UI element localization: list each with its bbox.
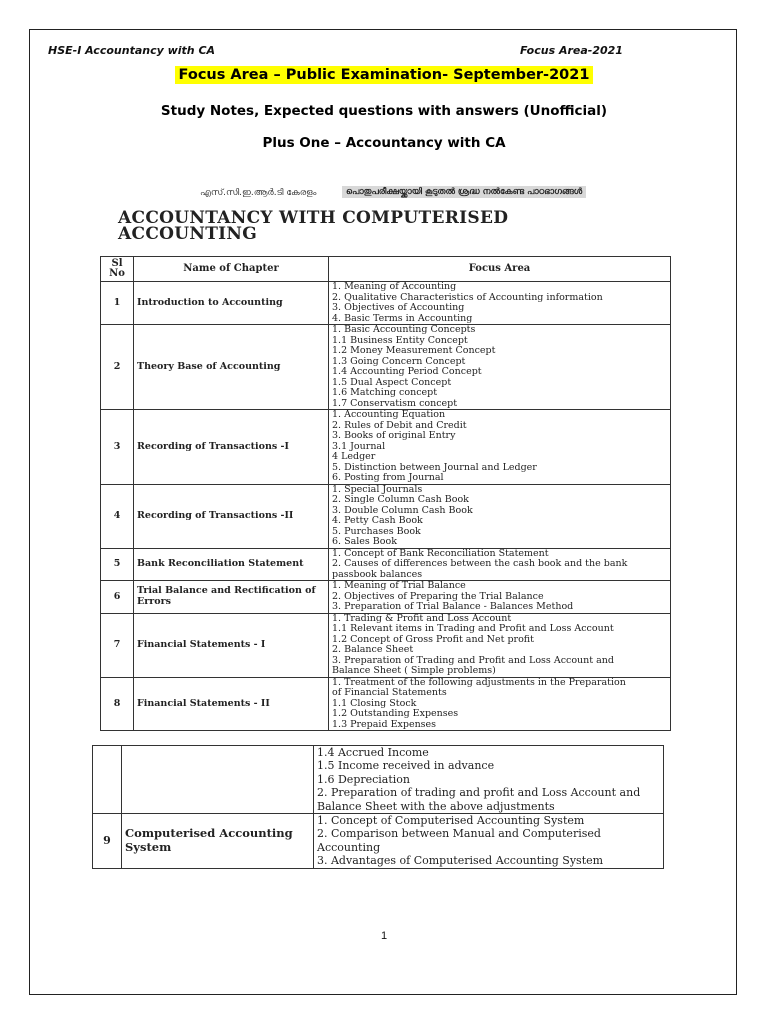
focus-item: 3. Objectives of Accounting (332, 302, 465, 313)
cell-focus-area (329, 581, 671, 614)
focus-item: 2. Preparation of trading and profit and Loss Account and (317, 786, 641, 800)
cell-chapter-name: Bank Reconciliation Statement (134, 548, 329, 581)
focus-item: 3. Advantages of Computerised Accounting System (317, 854, 604, 868)
col-header-sl: Sl No (101, 257, 134, 282)
table-row (93, 814, 664, 869)
cell-focus-area (329, 484, 671, 548)
focus-item: 5. Purchases Book (332, 525, 421, 537)
focus-item: 1.5 Dual Aspect Concept (332, 376, 452, 388)
focus-item: 1.3 Going Concern Concept (332, 355, 466, 367)
focus-item: 1.1 Relevant items in Trading and Profit and Loss Account (332, 623, 614, 634)
focus-item: 1. Trading & Profit and Loss Account (332, 612, 512, 624)
cell-focus-area (329, 548, 671, 581)
focus-item: 5. Distinction between Journal and Ledger (332, 461, 537, 473)
cell-chapter-name: Trial Balance and Rectification of Errors (134, 581, 329, 614)
cell-chapter-name: Recording of Transactions -I (134, 410, 329, 485)
cell-chapter-name: Financial Statements - I (134, 613, 329, 677)
header-left: HSE-I Accountancy with CA (48, 44, 216, 57)
focus-item: 6. Sales Book (332, 536, 397, 547)
scert-badge: പൊതുപരീക്ഷയ്ക്കായി കൂടുതൽ ശ്രദ്ധ നൽകേണ്ട പാഠഭാഗങ്ങൾ (342, 186, 586, 198)
cell-chapter-name: Introduction to Accounting (134, 282, 329, 325)
cell-sl-no: 9 (93, 814, 122, 869)
focus-item: 2. Qualitative Characteristics of Accounting information (332, 291, 603, 303)
focus-item: Accounting (317, 840, 381, 854)
cell-focus-area (314, 814, 664, 869)
focus-item: 1. Basic Accounting Concepts (332, 324, 476, 335)
focus-item: 3. Double Column Cash Book (332, 504, 473, 516)
focus-item: 2. Objectives of Preparing the Trial Balance (332, 590, 544, 602)
col-header-focus: Focus Area (329, 257, 671, 282)
subtitle-study-notes: Study Notes, Expected questions with answers (Unofficial) (160, 103, 608, 119)
focus-item: of Financial Statements (332, 687, 447, 698)
cell-chapter-name: Computerised Accounting System (122, 814, 314, 869)
focus-item: 1.2 Outstanding Expenses (332, 708, 459, 719)
table-row (101, 548, 671, 581)
focus-item: 1. Concept of Bank Reconciliation Statement (332, 547, 549, 559)
focus-item: 1. Concept of Computerised Accounting System (317, 814, 585, 828)
focus-item: 4. Petty Cash Book (332, 515, 423, 526)
focus-item: passbook balances (332, 568, 423, 580)
table-row (93, 746, 664, 814)
focus-item: 1.6 Depreciation (317, 772, 411, 786)
table-row (101, 581, 671, 614)
subtitle-course: Plus One – Accountancy with CA (262, 135, 506, 151)
focus-item: 1. Meaning of Trial Balance (332, 580, 466, 591)
cell-focus-area (329, 325, 671, 410)
focus-item: 1.7 Conservatism concept (332, 397, 458, 409)
subject-heading-line2: ACCOUNTING (118, 224, 258, 244)
table-row (101, 410, 671, 485)
cell-focus-area (329, 677, 671, 731)
focus-area-table (100, 256, 671, 731)
cell-sl-no: 4 (101, 484, 134, 548)
header-right: Focus Area-2021 (520, 44, 623, 57)
focus-item: 1. Accounting Equation (332, 409, 446, 420)
focus-item: 1. Meaning of Accounting (332, 281, 457, 292)
cell-chapter-name: Financial Statements - II (134, 677, 329, 731)
table-row (101, 484, 671, 548)
cell-focus-area (314, 746, 664, 814)
focus-title-highlight: Focus Area – Public Examination- September-2021 (175, 66, 594, 84)
focus-item: 3. Books of original Entry (332, 430, 456, 441)
focus-item: 3.1 Journal (332, 440, 386, 452)
focus-item: 1.1 Business Entity Concept (332, 334, 468, 346)
table-row (101, 282, 671, 325)
focus-item: 1.2 Concept of Gross Profit and Net profit (332, 633, 534, 645)
focus-item: 2. Balance Sheet (332, 644, 414, 655)
subject-heading-line1: ACCOUNTANCY WITH COMPUTERISED (118, 208, 509, 228)
focus-item: 1.6 Matching concept (332, 387, 438, 398)
focus-item: 1. Special Journals (332, 483, 423, 495)
focus-item: 1.4 Accrued Income (317, 746, 429, 759)
focus-item: 1.5 Income received in advance (317, 759, 495, 773)
cell-sl-no: 2 (101, 325, 134, 410)
focus-item: 2. Rules of Debit and Credit (332, 419, 467, 431)
focus-item: 4. Basic Terms in Accounting (332, 312, 473, 324)
table-header-row (101, 257, 671, 282)
page-number: 1 (380, 930, 388, 942)
cell-sl-no: 6 (101, 581, 134, 614)
cell-focus-area (329, 613, 671, 677)
col-header-chapter: Name of Chapter (134, 257, 329, 282)
focus-item: Balance Sheet ( Simple problems) (332, 665, 496, 676)
focus-item: 1. Treatment of the following adjustments in the Preparation (332, 676, 626, 688)
cell-focus-area (329, 410, 671, 485)
scert-label: എസ്.സി.ഇ.ആർ.ടി കേരളം (200, 188, 317, 198)
focus-item: 1.4 Accounting Period Concept (332, 366, 482, 377)
cell-chapter-name (122, 746, 314, 814)
focus-item: 1.2 Money Measurement Concept (332, 345, 496, 356)
focus-item: 6. Posting from Journal (332, 472, 444, 483)
focus-item: 1.3 Prepaid Expenses (332, 718, 437, 730)
cell-sl-no: 7 (101, 613, 134, 677)
table-row (101, 613, 671, 677)
focus-item: 3. Preparation of Trial Balance - Balances Method (332, 601, 574, 612)
focus-item: 2. Single Column Cash Book (332, 494, 469, 505)
table-row (101, 677, 671, 731)
cell-chapter-name: Recording of Transactions -II (134, 484, 329, 548)
subject-heading (118, 210, 638, 242)
cell-chapter-name: Theory Base of Accounting (134, 325, 329, 410)
cell-sl-no: 1 (101, 282, 134, 325)
focus-title (0, 66, 768, 84)
focus-item: 4 Ledger (332, 451, 376, 462)
cell-sl-no: 8 (101, 677, 134, 731)
focus-item: 3. Preparation of Trading and Profit and Loss Account and (332, 654, 614, 666)
focus-item: 1.1 Closing Stock (332, 697, 417, 709)
table-row (101, 325, 671, 410)
focus-item: 2. Causes of differences between the cash book and the bank (332, 558, 628, 569)
cell-focus-area (329, 282, 671, 325)
cell-sl-no: 3 (101, 410, 134, 485)
cell-sl-no: 5 (101, 548, 134, 581)
focus-item: Balance Sheet with the above adjustments (317, 799, 555, 813)
continuation-table (92, 745, 664, 869)
cell-sl-no (93, 746, 122, 814)
focus-item: 2. Comparison between Manual and Computerised (317, 827, 601, 841)
